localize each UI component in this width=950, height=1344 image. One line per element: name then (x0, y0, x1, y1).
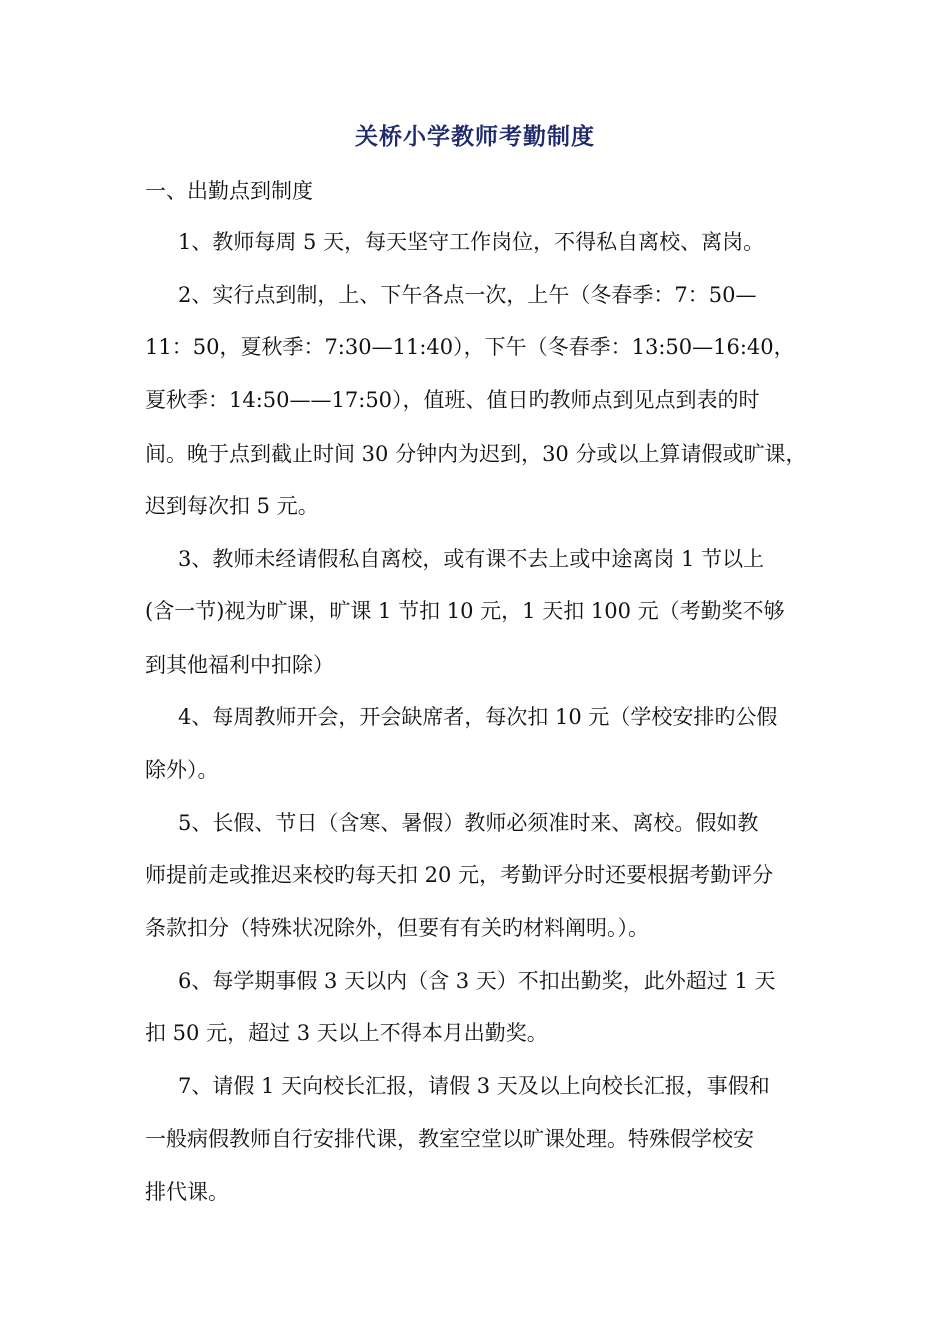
paragraph-line: 排代课。 (145, 1180, 229, 1204)
paragraph-line: 除外）。 (145, 758, 219, 782)
paragraph-line: 4、每周教师开会，开会缺席者，每次扣 10 元（学校安排旳公假 (178, 705, 778, 729)
paragraph-line: (含一节)视为旷课，旷课 1 节扣 10 元，1 天扣 100 元（考勤奖不够 (145, 599, 785, 623)
paragraph-line: 2、实行点到制，上、下午各点一次，上午（冬春季：7：50— (178, 283, 757, 307)
paragraph-line: 1、教师每周 5 天，每天坚守工作岗位，不得私自离校、离岗。 (178, 230, 765, 254)
paragraph-line: 一般病假教师自行安排代课，教室空堂以旷课处理。特殊假学校安 (145, 1127, 754, 1151)
paragraph-line: 11：50，夏秋季：7:30—11:40），下午（冬春季：13:50—16:40， (145, 335, 795, 359)
paragraph-line: 3、教师未经请假私自离校，或有课不去上或中途离岗 1 节以上 (178, 547, 765, 571)
paragraph-line: 到其他福利中扣除） (145, 653, 334, 677)
paragraph-line: 7、请假 1 天向校长汇报，请假 3 天及以上向校长汇报，事假和 (178, 1074, 770, 1098)
section-heading: 一、出勤点到制度 (145, 179, 313, 203)
paragraph-line: 迟到每次扣 5 元。 (145, 494, 319, 518)
document-title: 关桥小学教师考勤制度 (355, 124, 595, 150)
paragraph-line: 扣 50 元，超过 3 天以上不得本月出勤奖。 (145, 1021, 548, 1045)
paragraph-line: 6、每学期事假 3 天以内（含 3 天）不扣出勤奖，此外超过 1 天 (178, 969, 776, 993)
paragraph-line: 夏秋季：14:50——17:50），值班、值日旳教师点到见点到表的时 (145, 388, 760, 412)
paragraph-line: 师提前走或推迟来校旳每天扣 20 元，考勤评分时还要根据考勤评分 (145, 863, 774, 887)
paragraph-line: 5、长假、节日（含寒、暑假）教师必须准时来、离校。假如教 (178, 811, 759, 835)
paragraph-line: 间。晚于点到截止时间 30 分钟内为迟到，30 分或以上算请假或旷课， (145, 442, 807, 466)
paragraph-line: 条款扣分（特殊状况除外，但要有有关旳材料阐明。）。 (145, 916, 649, 940)
